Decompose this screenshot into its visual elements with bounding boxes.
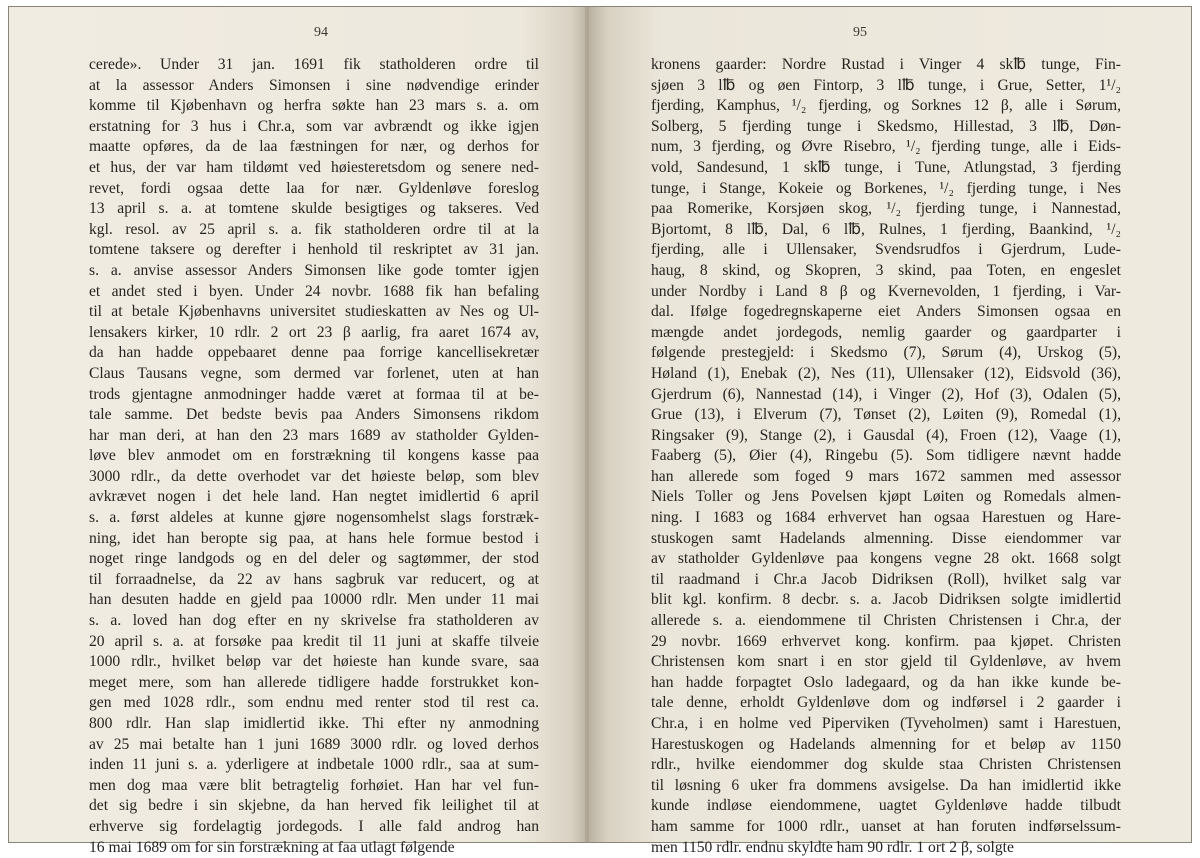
text-line: rdlr., hvilke eiendommer dog skulde staa Christen Christensen (651, 756, 1121, 774)
text-line: num, 3 fjerding, og Øvre Risebro, ¹/₂ fjerding tunge, alle i Eids- (651, 138, 1121, 156)
text-line: lensakers kirker, 10 rdlr. 2 ort 23 β aarlig, fra aaret 1674 av, (89, 323, 539, 341)
text-line: Christensen kom snart i en stor gjeld til Gyldenløve, av hvem (651, 653, 1121, 671)
text-line: haug, 8 skind, og Skopren, 3 skind, paa Toten, en engeslet (651, 261, 1121, 279)
text-line: Høland (1), Enebak (2), Nes (11), Ullensaker (12), Eidsvold (36), (651, 364, 1121, 382)
text-line: trods gjentagne anmodninger hadde været at formaa til at be- (89, 385, 539, 403)
text-line: 13 april s. a. at tomtene skulde besigtiges og takseres. Ved (89, 200, 539, 218)
text-line: erhverve sig fordelagtig jordegods. I alle fald androg han (89, 817, 539, 835)
text-line: noget ringe landgods og en del deler og sagtømmer, der stod (89, 550, 539, 568)
text-line: Ringsaker (9), Stange (2), i Gausdal (4), Froen (12), Vaage (1), (651, 426, 1121, 444)
left-page-text (89, 55, 539, 858)
text-line: han allerede som foged 9 mars 1672 sammen med assessor (651, 467, 1121, 485)
text-line: løve blev anmodet om en forstrækning til kongens kasse paa (89, 447, 539, 465)
text-line: Solberg, 5 fjerding tunge i Skedsmo, Hillestad, 3 l℔, Døn- (651, 117, 1121, 135)
text-line: følgende prestegjeld: i Skedsmo (7), Sørum (4), Urskog (5), (651, 344, 1121, 362)
right-page (589, 7, 1191, 856)
text-line: Harestuskogen og Hadelands almenning for et beløp av 1150 (651, 735, 1121, 753)
text-line: dal. Ifølge fogedregnskaperne eiet Anders Simonsen ogsaa en (651, 303, 1121, 321)
text-line: 3000 rdlr., da dette overhodet var det høieste beløp, som blev (89, 467, 539, 485)
text-line: s. a. anvise assessor Anders Simonsen like gode tomter igjen (89, 261, 539, 279)
text-line: ham samme for 1000 rdlr., uanset at han foruten indførselssum- (651, 817, 1121, 835)
text-line: tunge, i Stange, Kokeie og Borkenes, ¹/₂ fjerding tunge, i Nes (651, 179, 1121, 197)
text-line: Niels Toller og Jens Povelsen kjøpt Løiten og Romedals almen- (651, 488, 1121, 506)
text-line: han hadde forpagtet Oslo ladegaard, og da han ikke kunde be- (651, 673, 1121, 691)
text-line: revet, fordi ogsaa dette laa for nær. Gyldenløve foreslog (89, 179, 539, 197)
left-page (9, 7, 589, 856)
text-line: vold, Sandesund, 1 sk℔ tunge, i Tune, Atlungstad, 3 fjerding (651, 158, 1121, 176)
text-line: kgl. resol. av 25 april s. a. fik statholderen ordre til at la (89, 220, 539, 238)
text-line: s. a. først aldeles at kunne gjøre nogensomhelst slags forstræk- (89, 509, 539, 527)
text-line: 800 rdlr. Han slap imidlertid ikke. Thi efter ny anmodning (89, 715, 539, 732)
text-line: fjerding, alle i Ullensaker, Svendsrudfos i Gjerdrum, Lude- (651, 241, 1121, 259)
text-line: tale denne, erholdt Gyldenløve dom og indførsel i 2 gaarder i (651, 694, 1121, 712)
left-page-number: 94 (314, 25, 328, 40)
text-line: Claus Tausans vegne, som dermed var forlenet, uten at han (89, 364, 539, 382)
text-line: ning. I 1683 og 1684 erhvervet han ogsaa Harestuen og Hare- (651, 509, 1121, 527)
text-line: tale samme. Det bedste bevis paa Anders Simonsens rikdom (89, 406, 539, 424)
text-line: 29 novbr. 1669 erhvervet kong. konfirm. paa kjøpet. Christen (651, 632, 1121, 650)
text-line: cerede». Under 31 jan. 1691 fik statholderen ordre til (89, 56, 539, 73)
text-line: men 1150 rdlr. endnu skyldte ham 90 rdlr. 1 ort 2 β, solgte (651, 838, 1014, 856)
text-line: maatte opføres, da de laa fæstningen for nær, og derhos for (89, 138, 539, 156)
text-line: kunde indløse eiendommene, uagtet Gyldenløve hadde tilbudt (651, 797, 1121, 815)
text-line: gen med 1028 rdlr., som endnu med renter stod til rest ca. (89, 694, 539, 712)
text-line: til forraadnelse, da 22 av hans sagbruk var reducert, og at (89, 570, 539, 588)
text-line: Gjerdrum (6), Nannestad (14), i Vinger (2), Hof (3), Odalen (5), (651, 385, 1121, 403)
right-page-text (651, 55, 1121, 858)
text-line: da han hadde oppebaaret denne paa forrige kancellisekretær (89, 344, 539, 362)
text-line: meget mere, som han allerede tidligere hadde forstrukket kon- (89, 673, 539, 691)
text-line: han desuten hadde en gjeld paa 10000 rdlr. Men under 11 mai (89, 591, 539, 609)
text-line: Chr.a, i en holme ved Piperviken (Tyveholmen) samt i Harestuen, (651, 715, 1121, 732)
text-line: 20 april s. a. at forsøke paa kredit til 11 juni at skaffe tilveie (89, 632, 539, 650)
text-line: allerede s. a. eiendommene til Christen Christensen i Chr.a, der (651, 612, 1121, 630)
text-line: fjerding, Kamphus, ¹/₂ fjerding, og Sorknes 12 β, alle i Sørum, (651, 97, 1121, 115)
text-line: kronens gaarder: Nordre Rustad i Vinger 4 sk℔ tunge, Fin- (651, 56, 1121, 73)
text-line: til at betale Kjøbenhavns universitet studieskatten av Nes og Ul- (89, 303, 539, 321)
right-page-number: 95 (853, 25, 867, 40)
text-line: ning, idet han beropte sig paa, at hans hele formue bestod i (89, 529, 539, 547)
text-line: inden 11 juni s. a. yderligere at indbetale 1000 rdlr., saa at sum- (89, 756, 539, 774)
text-line: det sig bedre i sin skjebne, da han herved fik leilighet til at (89, 797, 539, 815)
text-line: av statholder Gyldenløve paa kongens vegne 28 okt. 1668 solgt (651, 550, 1121, 568)
text-line: et hus, der var ham tildømt ved høiesteretsdom og senere ned- (89, 158, 539, 176)
text-line: Bjortomt, 8 l℔, Dal, 6 l℔, Rulnes, 1 fjerding, Baankind, ¹/₂ (651, 220, 1121, 238)
text-line: Faaberg (5), Øier (4), Ringebu (5). Som tidligere nævnt hadde (651, 447, 1121, 465)
text-line: Grue (13), i Elverum (7), Tønset (2), Løiten (9), Romedal (1), (651, 406, 1121, 424)
text-line: av 25 mai betalte han 1 juni 1689 3000 rdlr. og loved derhos (89, 735, 539, 753)
text-line: paa Romerike, Korsjøen skog, ¹/₂ fjerding tunge, i Nannestad, (651, 200, 1121, 218)
text-line: mængde andet jordegods, nemlig gaarder og gaardparter i (651, 323, 1121, 341)
text-line: under Nordby i Land 8 β og Kvernevolden, 1 fjerding, i Var- (651, 282, 1121, 300)
text-line: et andet sted i byen. Under 24 novbr. 1688 fik han befaling (89, 282, 539, 300)
text-line: avkrævet nogen i det hele land. Han negtet imidlertid 6 april (89, 488, 539, 506)
text-line: stuskogen samt Hadelands almenning. Disse eiendommer var (651, 529, 1121, 547)
text-line: erstatning for 3 hus i Chr.a, som var avbrændt og ikke igjen (89, 117, 539, 135)
text-line: til raadmand i Chr.a Jacob Didriksen (Roll), hvilket salg var (651, 570, 1121, 588)
text-line: komme til Kjøbenhavn og herfra søkte han 23 mars s. a. om (89, 97, 539, 115)
text-line: sjøen 3 l℔ og øen Fintorp, 3 l℔ tunge, i Grue, Setter, 1¹/₂ (651, 76, 1121, 94)
text-line: til løsning 6 uker fra dommens avsigelse. Da han imidlertid ikke (651, 776, 1121, 794)
text-line: tomtene taksere og derefter i henhold til reskriptet av 31 jan. (89, 241, 539, 259)
text-line: 1000 rdlr., hvilket beløp var det høieste han kunde svare, saa (89, 653, 539, 671)
text-line: s. a. loved han dog efter en ny skrivelse fra statholderen av (89, 612, 539, 630)
text-line: 16 mai 1689 om for sin forstrækning at faa utlagt følgende (89, 838, 455, 856)
text-line: men dog maa være blit betragtelig forhøiet. Han har vel fun- (89, 776, 539, 794)
text-line: blit kgl. konfirm. 8 decbr. s. a. Jacob Didriksen solgte imidlertid (651, 591, 1121, 609)
text-line: har man deri, at han den 23 mars 1689 av statholder Gylden- (89, 426, 539, 444)
book-spread (8, 6, 1192, 856)
text-line: at la assessor Anders Simonsen i sine nødvendige erinder (89, 76, 539, 94)
